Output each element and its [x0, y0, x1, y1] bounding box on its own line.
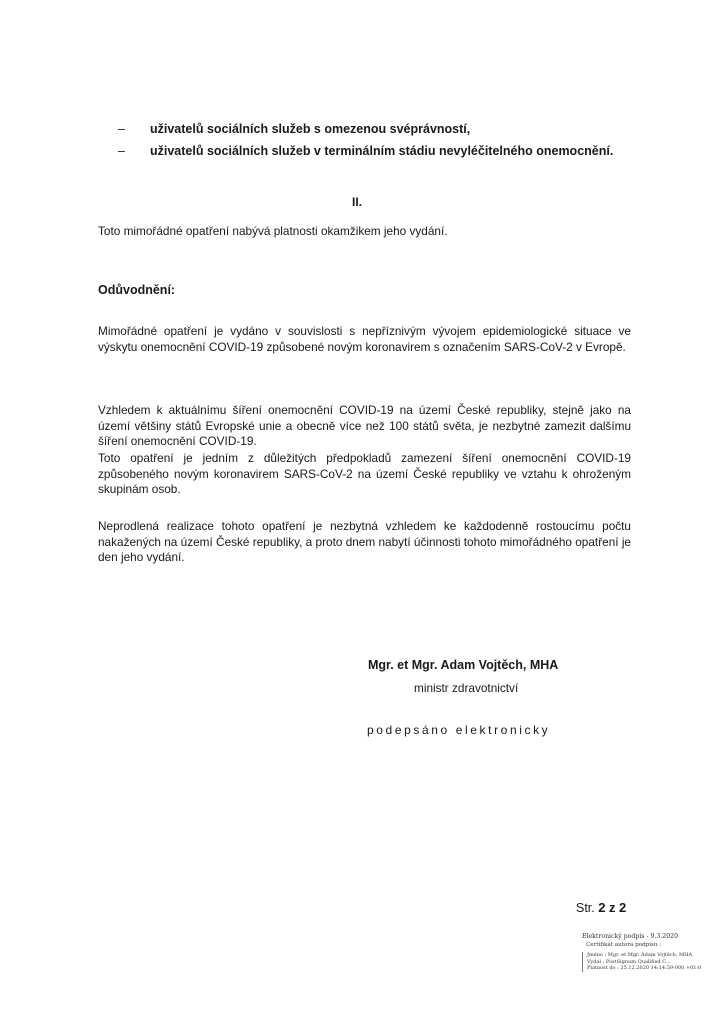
paragraph: Toto opatření je jedním z důležitých předpokladů zamezení šíření onemocnění COVID-19 způsobeného novým koronavirem SARS-CoV-2 na území České republiky ve vztahu k ohroženým skupinám osob.	[98, 451, 631, 496]
list-item	[118, 140, 613, 162]
page-current: 2	[598, 900, 606, 915]
signed-electronically-note: podepsáno elektronicky	[367, 723, 551, 737]
signatory-role: ministr zdravotnictví	[414, 681, 519, 695]
stamp-cert-label: Certifikát autora podpisu :	[586, 942, 662, 948]
page-number	[576, 900, 626, 915]
page-total: 2	[618, 900, 627, 915]
paragraph: Neprodlená realizace tohoto opatření je nezbytná vzhledem ke každodenně rostoucímu počtu nakažených na území České republiky, a proto dnem nabytí účinnosti tohoto mimořádného opatření je den jeho vydání.	[98, 519, 631, 564]
stamp-details	[582, 952, 712, 972]
bullet-text: uživatelů sociálních služeb v terminálním stádiu nevyléčitelného onemocnění.	[150, 144, 614, 158]
signatory-name: Mgr. et Mgr. Adam Vojtěch, MHA	[368, 658, 559, 672]
paragraph: Vzhledem k aktuálnímu šíření onemocnění COVID-19 na území České republiky, stejně jako na území většiny států Evropské unie a obecně více než 100 států světa, je nezbytné zamezit dalšímu šíření onemocnění COVID-19.	[98, 403, 631, 448]
stamp-title: Elektronický podpis - 9.3.2020	[582, 933, 679, 940]
electronic-signature-stamp	[582, 932, 712, 972]
list-item	[118, 118, 613, 140]
stamp-issuer: Vydal : PostSignum Qualified C...	[587, 958, 671, 965]
section-number: II.	[352, 195, 363, 209]
validity-text: Toto mimořádné opatření nabývá platnosti okamžikem jeho vydání.	[98, 224, 448, 238]
page-prefix: Str.	[576, 901, 595, 915]
stamp-name: Jméno : Mgr. et Mgr. Adam Vojtěch, MHA	[587, 952, 693, 958]
bullet-text: uživatelů sociálních služeb s omezenou svéprávností,	[150, 122, 471, 136]
bullet-dash: –	[118, 122, 125, 136]
stamp-validity: Platnost do : 25.12.2020 14:14:59-000 +01:0	[587, 965, 702, 971]
paragraph: Mimořádné opatření je vydáno v souvislosti s nepříznivým vývojem epidemiologické situace ve výskytu onemocnění COVID-19 způsobené novým koronavirem s označením SARS-CoV-2 v Evropě.	[98, 324, 631, 354]
bullet-dash: –	[118, 144, 125, 158]
bullet-list	[118, 118, 613, 162]
justification-heading: Odůvodnění:	[98, 283, 176, 297]
page-separator: z	[608, 900, 616, 915]
